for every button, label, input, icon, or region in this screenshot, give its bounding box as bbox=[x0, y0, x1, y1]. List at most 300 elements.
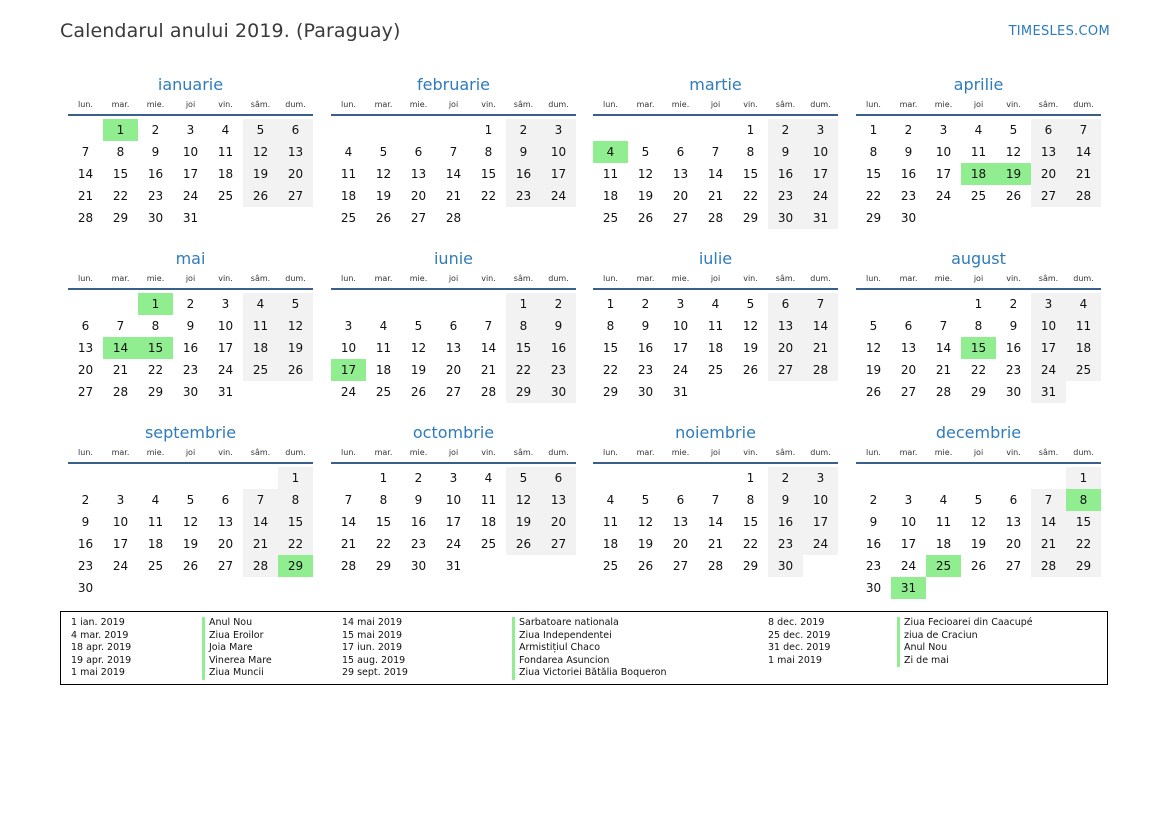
day-cell: 14 bbox=[1066, 141, 1101, 163]
day-cell: 26 bbox=[506, 533, 541, 555]
day-cell: 16 bbox=[541, 337, 576, 359]
day-cell: 18 bbox=[1066, 337, 1101, 359]
empty-cell bbox=[628, 119, 663, 141]
weekday-label: mar. bbox=[374, 274, 393, 283]
day-cell: 8 bbox=[379, 493, 388, 507]
day-cell: 26 bbox=[1005, 189, 1022, 203]
day-cell: 27 bbox=[1005, 559, 1022, 573]
day-cell: 3 bbox=[186, 123, 195, 137]
day-cell: 6 bbox=[278, 119, 313, 141]
day-cell: 13 bbox=[672, 515, 689, 529]
day-cell: 28 bbox=[1066, 185, 1101, 207]
day-cell: 22 bbox=[278, 533, 313, 555]
weekday-label: mar. bbox=[899, 448, 918, 457]
day-cell: 13 bbox=[672, 167, 689, 181]
day-grid bbox=[593, 293, 838, 403]
weekday-label: sâm. bbox=[250, 100, 271, 109]
day-cell: 3 bbox=[116, 493, 125, 507]
weekday-label: dum. bbox=[285, 100, 306, 109]
day-cell: 14 bbox=[243, 511, 278, 533]
weekday-label: sâm. bbox=[513, 100, 534, 109]
day-cell: 7 bbox=[803, 293, 838, 315]
legend-holiday-name: ziua de Craciun bbox=[897, 630, 1033, 643]
month-august bbox=[856, 247, 1101, 403]
day-cell: 1 bbox=[869, 123, 878, 137]
day-cell: 5 bbox=[506, 467, 541, 489]
holiday-cell: 15 bbox=[961, 337, 996, 359]
legend-date: 25 dec. 2019 bbox=[768, 629, 831, 641]
empty-cell bbox=[891, 467, 926, 489]
day-cell: 9 bbox=[81, 515, 90, 529]
day-cell: 24 bbox=[900, 559, 917, 573]
day-cell: 22 bbox=[147, 363, 164, 377]
day-cell: 3 bbox=[449, 471, 458, 485]
empty-cell bbox=[1031, 467, 1066, 489]
day-cell: 5 bbox=[243, 119, 278, 141]
empty-cell bbox=[436, 293, 471, 315]
day-cell: 1 bbox=[974, 297, 983, 311]
legend-date: 19 apr. 2019 bbox=[71, 654, 132, 666]
day-cell: 19 bbox=[410, 363, 427, 377]
day-cell: 19 bbox=[243, 163, 278, 185]
month-name: mai bbox=[175, 249, 206, 268]
day-cell: 12 bbox=[182, 515, 199, 529]
empty-cell bbox=[471, 293, 506, 315]
weekday-label: mie. bbox=[671, 100, 690, 109]
day-cell: 15 bbox=[112, 167, 129, 181]
day-cell: 8 bbox=[151, 319, 160, 333]
day-cell: 21 bbox=[1031, 533, 1066, 555]
day-cell: 13 bbox=[278, 141, 313, 163]
weekday-label: joi bbox=[710, 274, 721, 283]
day-cell: 8 bbox=[869, 145, 878, 159]
legend-holiday-name: Ziua Eroilor bbox=[202, 630, 272, 643]
weekday-label: vin. bbox=[218, 274, 233, 283]
day-cell: 2 bbox=[768, 119, 803, 141]
day-cell: 5 bbox=[414, 319, 423, 333]
day-cell: 12 bbox=[970, 515, 987, 529]
header-rule bbox=[68, 462, 313, 464]
weekday-header bbox=[331, 445, 576, 460]
day-cell: 30 bbox=[865, 581, 882, 595]
day-cell: 27 bbox=[1031, 185, 1066, 207]
day-cell: 28 bbox=[1031, 555, 1066, 577]
day-cell: 10 bbox=[217, 319, 234, 333]
weekday-label: lun. bbox=[78, 100, 93, 109]
day-cell: 13 bbox=[1005, 515, 1022, 529]
legend-dates-3 bbox=[768, 617, 830, 667]
weekday-label: mar. bbox=[899, 100, 918, 109]
weekday-label: lun. bbox=[341, 448, 356, 457]
month-name: februarie bbox=[416, 75, 491, 94]
empty-cell bbox=[628, 467, 663, 489]
day-cell: 24 bbox=[445, 537, 462, 551]
day-cell: 25 bbox=[375, 385, 392, 399]
empty-cell bbox=[103, 293, 138, 315]
day-cell: 8 bbox=[484, 145, 493, 159]
day-cell: 24 bbox=[803, 185, 838, 207]
day-cell: 1 bbox=[1066, 467, 1101, 489]
header-rule bbox=[856, 462, 1101, 464]
day-grid bbox=[856, 119, 1101, 229]
day-cell: 7 bbox=[1031, 489, 1066, 511]
day-cell: 29 bbox=[970, 385, 987, 399]
day-cell: 25 bbox=[707, 363, 724, 377]
day-cell: 12 bbox=[506, 489, 541, 511]
weekday-label: dum. bbox=[1073, 274, 1094, 283]
day-cell: 23 bbox=[506, 185, 541, 207]
weekday-label: sâm. bbox=[513, 448, 534, 457]
month-name: iunie bbox=[433, 249, 473, 268]
day-cell: 23 bbox=[768, 185, 803, 207]
day-cell: 26 bbox=[278, 359, 313, 381]
weekday-label: dum. bbox=[1073, 100, 1094, 109]
weekday-label: vin. bbox=[218, 448, 233, 457]
weekday-label: lun. bbox=[341, 100, 356, 109]
day-cell: 27 bbox=[410, 211, 427, 225]
weekday-label: vin. bbox=[481, 274, 496, 283]
day-cell: 22 bbox=[970, 363, 987, 377]
day-cell: 22 bbox=[1066, 533, 1101, 555]
day-cell: 24 bbox=[112, 559, 129, 573]
day-cell: 3 bbox=[939, 123, 948, 137]
weekday-label: lun. bbox=[866, 448, 881, 457]
empty-cell bbox=[856, 467, 891, 489]
day-cell: 25 bbox=[217, 189, 234, 203]
empty-cell bbox=[401, 293, 436, 315]
day-cell: 3 bbox=[541, 119, 576, 141]
month-aprilie bbox=[856, 73, 1101, 229]
day-cell: 17 bbox=[182, 167, 199, 181]
day-cell: 6 bbox=[676, 145, 685, 159]
holiday-cell: 8 bbox=[1066, 489, 1101, 511]
day-cell: 4 bbox=[606, 493, 615, 507]
header-rule bbox=[331, 288, 576, 290]
weekday-label: vin. bbox=[743, 100, 758, 109]
weekday-label: dum. bbox=[810, 100, 831, 109]
day-cell: 16 bbox=[768, 511, 803, 533]
day-cell: 24 bbox=[217, 363, 234, 377]
empty-cell bbox=[243, 467, 278, 489]
day-cell: 3 bbox=[803, 467, 838, 489]
day-cell: 26 bbox=[182, 559, 199, 573]
day-cell: 9 bbox=[768, 489, 803, 511]
day-grid bbox=[331, 467, 576, 577]
day-cell: 8 bbox=[746, 493, 755, 507]
day-cell: 10 bbox=[182, 145, 199, 159]
day-cell: 3 bbox=[904, 493, 913, 507]
day-cell: 14 bbox=[707, 515, 724, 529]
day-cell: 2 bbox=[904, 123, 913, 137]
day-cell: 18 bbox=[147, 537, 164, 551]
day-cell: 6 bbox=[1031, 119, 1066, 141]
weekday-label: vin. bbox=[1006, 100, 1021, 109]
month-name: octombrie bbox=[412, 423, 495, 442]
header-rule bbox=[593, 288, 838, 290]
day-cell: 22 bbox=[112, 189, 129, 203]
empty-cell bbox=[68, 467, 103, 489]
legend-holiday-name: Ziua Muncii bbox=[202, 667, 272, 680]
weekday-label: dum. bbox=[285, 448, 306, 457]
legend-dates-1 bbox=[71, 617, 131, 680]
weekday-label: mar. bbox=[111, 100, 130, 109]
day-cell: 20 bbox=[77, 363, 94, 377]
day-cell: 14 bbox=[707, 167, 724, 181]
weekday-label: vin. bbox=[1006, 448, 1021, 457]
day-cell: 30 bbox=[541, 381, 576, 403]
weekday-header bbox=[593, 271, 838, 286]
day-cell: 21 bbox=[480, 363, 497, 377]
day-cell: 3 bbox=[676, 297, 685, 311]
day-cell: 14 bbox=[803, 315, 838, 337]
day-cell: 20 bbox=[217, 537, 234, 551]
day-cell: 1 bbox=[278, 467, 313, 489]
weekday-label: sâm. bbox=[775, 274, 796, 283]
weekday-label: joi bbox=[448, 448, 459, 457]
day-cell: 24 bbox=[672, 363, 689, 377]
weekday-label: vin. bbox=[1006, 274, 1021, 283]
day-cell: 4 bbox=[484, 471, 493, 485]
day-cell: 12 bbox=[375, 167, 392, 181]
day-cell: 28 bbox=[707, 559, 724, 573]
day-cell: 31 bbox=[672, 385, 689, 399]
holiday-cell: 29 bbox=[278, 555, 313, 577]
day-cell: 23 bbox=[77, 559, 94, 573]
header-rule bbox=[856, 288, 1101, 290]
day-cell: 15 bbox=[375, 515, 392, 529]
weekday-label: mar. bbox=[111, 448, 130, 457]
day-cell: 1 bbox=[746, 471, 755, 485]
day-cell: 25 bbox=[340, 211, 357, 225]
weekday-label: joi bbox=[973, 448, 984, 457]
day-grid bbox=[856, 467, 1101, 599]
day-cell: 23 bbox=[1005, 363, 1022, 377]
day-cell: 23 bbox=[900, 189, 917, 203]
day-cell: 22 bbox=[742, 537, 759, 551]
day-cell: 12 bbox=[742, 319, 759, 333]
day-cell: 7 bbox=[484, 319, 493, 333]
day-cell: 19 bbox=[970, 537, 987, 551]
day-cell: 20 bbox=[445, 363, 462, 377]
weekday-label: vin. bbox=[481, 448, 496, 457]
day-cell: 26 bbox=[410, 385, 427, 399]
weekday-label: mie. bbox=[146, 448, 165, 457]
day-cell: 28 bbox=[112, 385, 129, 399]
empty-cell bbox=[366, 119, 401, 141]
empty-cell bbox=[103, 467, 138, 489]
legend-holiday-name: Fondarea Asuncion bbox=[512, 655, 667, 668]
day-cell: 5 bbox=[1009, 123, 1018, 137]
day-cell: 11 bbox=[707, 319, 724, 333]
day-cell: 26 bbox=[637, 559, 654, 573]
day-cell: 5 bbox=[869, 319, 878, 333]
empty-cell bbox=[926, 467, 961, 489]
day-cell: 18 bbox=[602, 189, 619, 203]
month-name: noiembrie bbox=[675, 423, 756, 442]
weekday-label: mar. bbox=[636, 274, 655, 283]
weekday-label: sâm. bbox=[775, 100, 796, 109]
weekday-label: mie. bbox=[671, 448, 690, 457]
holiday-cell: 18 bbox=[961, 163, 996, 185]
day-cell: 13 bbox=[445, 341, 462, 355]
day-cell: 17 bbox=[672, 341, 689, 355]
day-cell: 22 bbox=[865, 189, 882, 203]
day-cell: 31 bbox=[217, 385, 234, 399]
day-cell: 25 bbox=[602, 211, 619, 225]
day-cell: 4 bbox=[221, 123, 230, 137]
day-grid bbox=[331, 119, 576, 229]
empty-cell bbox=[926, 293, 961, 315]
empty-cell bbox=[331, 467, 366, 489]
month-name: august bbox=[951, 249, 1006, 268]
empty-cell bbox=[856, 293, 891, 315]
legend-holiday-name: Joia Mare bbox=[202, 642, 272, 655]
day-cell: 7 bbox=[939, 319, 948, 333]
day-cell: 17 bbox=[803, 163, 838, 185]
legend-holiday-name: Armistițiul Chaco bbox=[512, 642, 667, 655]
day-cell: 3 bbox=[803, 119, 838, 141]
day-cell: 16 bbox=[1005, 341, 1022, 355]
month-decembrie bbox=[856, 421, 1101, 599]
empty-cell bbox=[331, 293, 366, 315]
day-cell: 18 bbox=[602, 537, 619, 551]
day-cell: 9 bbox=[869, 515, 878, 529]
site-link[interactable]: TIMESLES.COM bbox=[1008, 24, 1110, 39]
day-grid bbox=[68, 293, 313, 403]
day-cell: 28 bbox=[243, 555, 278, 577]
day-cell: 23 bbox=[768, 533, 803, 555]
day-cell: 9 bbox=[506, 141, 541, 163]
day-cell: 7 bbox=[243, 489, 278, 511]
day-cell: 1 bbox=[606, 297, 615, 311]
day-cell: 9 bbox=[1009, 319, 1018, 333]
empty-cell bbox=[663, 467, 698, 489]
day-cell: 25 bbox=[243, 359, 278, 381]
day-cell: 21 bbox=[1066, 163, 1101, 185]
holiday-cell: 19 bbox=[996, 163, 1031, 185]
day-cell: 15 bbox=[278, 511, 313, 533]
day-cell: 17 bbox=[935, 167, 952, 181]
legend-holiday-name: Sarbatoare nationala bbox=[512, 617, 667, 630]
header-rule bbox=[331, 462, 576, 464]
day-cell: 3 bbox=[1031, 293, 1066, 315]
day-grid bbox=[68, 119, 313, 229]
legend-date: 15 aug. 2019 bbox=[342, 654, 406, 666]
month-name: decembrie bbox=[935, 423, 1022, 442]
header-rule bbox=[593, 462, 838, 464]
day-cell: 9 bbox=[414, 493, 423, 507]
day-cell: 25 bbox=[147, 559, 164, 573]
month-iunie bbox=[331, 247, 576, 403]
day-cell: 22 bbox=[480, 189, 497, 203]
day-cell: 26 bbox=[970, 559, 987, 573]
weekday-label: mie. bbox=[934, 448, 953, 457]
day-cell: 27 bbox=[77, 385, 94, 399]
empty-cell bbox=[996, 467, 1031, 489]
day-cell: 11 bbox=[602, 515, 619, 529]
weekday-label: joi bbox=[448, 274, 459, 283]
day-cell: 19 bbox=[637, 537, 654, 551]
day-cell: 24 bbox=[182, 189, 199, 203]
weekday-label: vin. bbox=[218, 100, 233, 109]
day-cell: 13 bbox=[217, 515, 234, 529]
day-cell: 18 bbox=[243, 337, 278, 359]
empty-cell bbox=[593, 119, 628, 141]
day-cell: 16 bbox=[147, 167, 164, 181]
legend-names-2 bbox=[512, 617, 667, 680]
day-cell: 1 bbox=[506, 293, 541, 315]
empty-cell bbox=[698, 119, 733, 141]
holiday-cell: 17 bbox=[331, 359, 366, 381]
day-cell: 15 bbox=[865, 167, 882, 181]
day-cell: 21 bbox=[707, 537, 724, 551]
month-mai bbox=[68, 247, 313, 403]
weekday-label: vin. bbox=[743, 448, 758, 457]
day-cell: 10 bbox=[112, 515, 129, 529]
day-cell: 30 bbox=[900, 211, 917, 225]
weekday-label: joi bbox=[710, 100, 721, 109]
day-cell: 17 bbox=[541, 163, 576, 185]
day-cell: 5 bbox=[641, 493, 650, 507]
day-cell: 28 bbox=[445, 211, 462, 225]
day-cell: 27 bbox=[217, 559, 234, 573]
legend-holiday-name: Ziua Independentei bbox=[512, 630, 667, 643]
day-cell: 15 bbox=[742, 167, 759, 181]
holiday-cell: 14 bbox=[103, 337, 138, 359]
weekday-label: vin. bbox=[743, 274, 758, 283]
legend-holiday-name: Anul Nou bbox=[897, 642, 1033, 655]
day-cell: 14 bbox=[1031, 511, 1066, 533]
day-cell: 17 bbox=[112, 537, 129, 551]
day-cell: 25 bbox=[480, 537, 497, 551]
day-cell: 14 bbox=[480, 341, 497, 355]
weekday-header bbox=[331, 271, 576, 286]
weekday-label: sâm. bbox=[250, 274, 271, 283]
day-cell: 12 bbox=[637, 167, 654, 181]
header-rule bbox=[68, 114, 313, 116]
day-cell: 16 bbox=[410, 515, 427, 529]
month-noiembrie bbox=[593, 421, 838, 577]
holiday-cell: 1 bbox=[103, 119, 138, 141]
day-cell: 27 bbox=[768, 359, 803, 381]
weekday-label: mie. bbox=[934, 100, 953, 109]
day-cell: 4 bbox=[939, 493, 948, 507]
legend-dates-2 bbox=[342, 617, 408, 680]
day-cell: 30 bbox=[768, 555, 803, 577]
day-cell: 10 bbox=[340, 341, 357, 355]
day-cell: 21 bbox=[77, 189, 94, 203]
day-cell: 7 bbox=[711, 145, 720, 159]
day-cell: 11 bbox=[602, 167, 619, 181]
weekday-label: mie. bbox=[409, 274, 428, 283]
weekday-label: mie. bbox=[409, 100, 428, 109]
empty-cell bbox=[138, 467, 173, 489]
day-cell: 2 bbox=[506, 119, 541, 141]
day-cell: 2 bbox=[541, 293, 576, 315]
legend-date: 1 mai 2019 bbox=[71, 667, 125, 678]
weekday-header bbox=[68, 271, 313, 286]
day-cell: 26 bbox=[637, 211, 654, 225]
day-cell: 9 bbox=[904, 145, 913, 159]
month-octombrie bbox=[331, 421, 576, 577]
legend-date: 29 sept. 2019 bbox=[342, 667, 408, 678]
day-cell: 30 bbox=[1005, 385, 1022, 399]
day-cell: 10 bbox=[541, 141, 576, 163]
weekday-label: joi bbox=[185, 100, 196, 109]
weekday-label: sâm. bbox=[775, 448, 796, 457]
holiday-cell: 31 bbox=[891, 577, 926, 599]
day-grid bbox=[856, 293, 1101, 403]
